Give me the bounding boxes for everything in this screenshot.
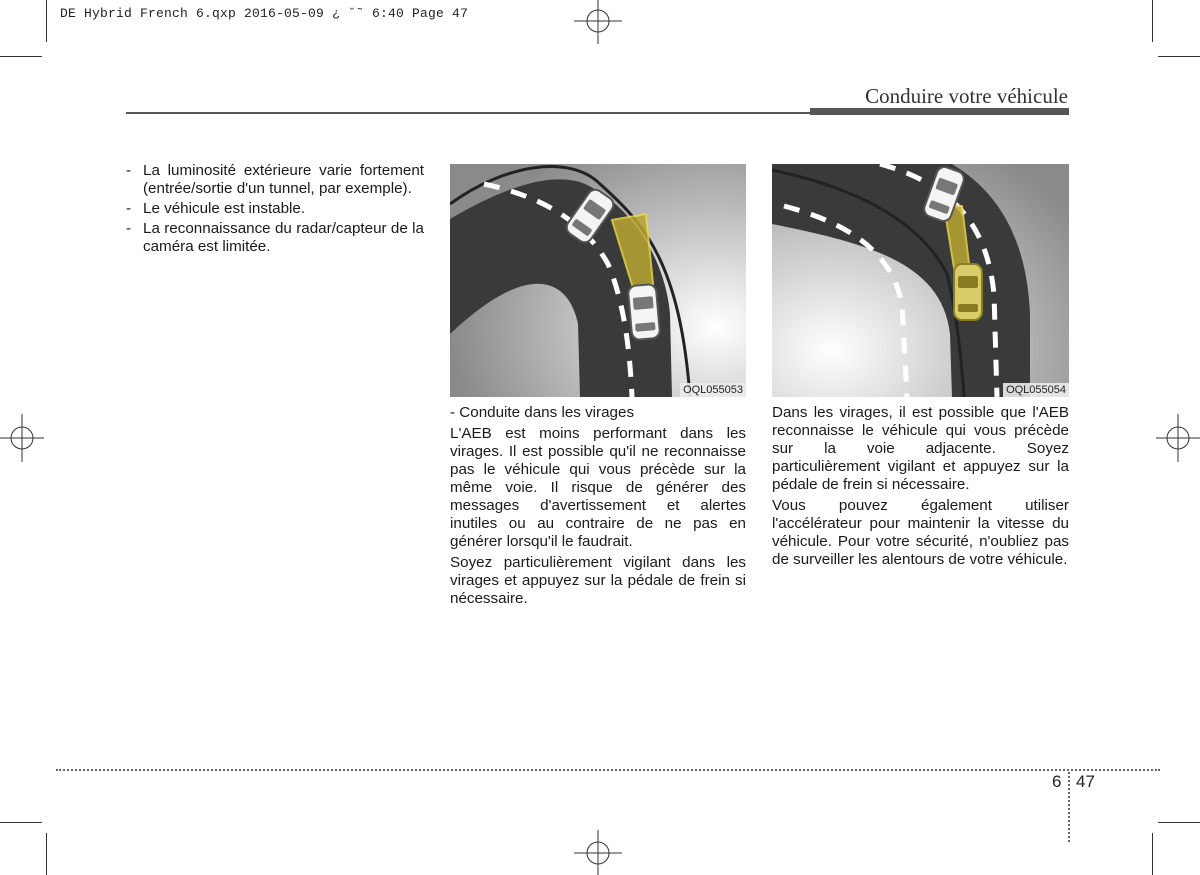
registration-mark-top (572, 0, 624, 46)
illustration-same-lane (450, 164, 746, 397)
registration-mark-left (0, 412, 46, 464)
page-number: 47 (1076, 772, 1095, 791)
registration-mark-bottom (572, 828, 624, 875)
figure-code: OQL055054 (1003, 383, 1069, 397)
list-item: - Le véhicule est instable. (126, 200, 306, 217)
footer-divider (1068, 772, 1070, 842)
paragraph: Vous pouvez également utiliser l'accélérateur pour maintenir la vitesse du véhicule. Pour votre sécurité, n'oubliez pas de surveiller les alentours de votre véhicule. (772, 497, 1069, 568)
header-rule-accent (810, 108, 1069, 115)
illustration-adjacent-lane (772, 164, 1069, 397)
header-rule (126, 112, 812, 114)
registration-mark-right (1154, 412, 1200, 464)
adjacent-lane-section (772, 404, 1069, 572)
paragraph: Dans les virages, il est possible que l'AEB reconnaisse le véhicule qui vous précède sur la voie adjacente. Soyez particulièrement vigilant et appuyez sur la pédale de frein si nécessaire. (772, 404, 1069, 493)
list-item: - La luminosité extérieure varie fortement (entrée/sortie d'un tunnel, par exemple). (126, 162, 424, 197)
print-slug-line: DE Hybrid French 6.qxp 2016-05-09 ¿ ˘˜ 6:40 Page 47 (60, 6, 469, 21)
chapter-number: 6 (1052, 772, 1062, 791)
figure-code: OQL055053 (680, 383, 746, 397)
list-item: - La reconnaissance du radar/capteur de la caméra est limitée. (126, 220, 424, 255)
paragraph: L'AEB est moins performant dans les virages. Il est possible qu'il ne reconnaisse pas le véhicule qui vous précède sur la même voie. Il risque de générer des messages d'avertissement et alertes inutiles ou au contraire de ne pas en générer lorsqu'il le faudrait. (450, 425, 746, 550)
subheading: - Conduite dans les virages (450, 404, 635, 421)
paragraph: Soyez particulièrement vigilant dans les virages et appuyez sur la pédale de frein si nécessaire. (450, 554, 746, 607)
section-title: Conduire votre véhicule (865, 84, 1068, 108)
limitations-list (126, 162, 424, 258)
footer-rule (56, 769, 1160, 771)
curve-driving-section (450, 404, 746, 611)
